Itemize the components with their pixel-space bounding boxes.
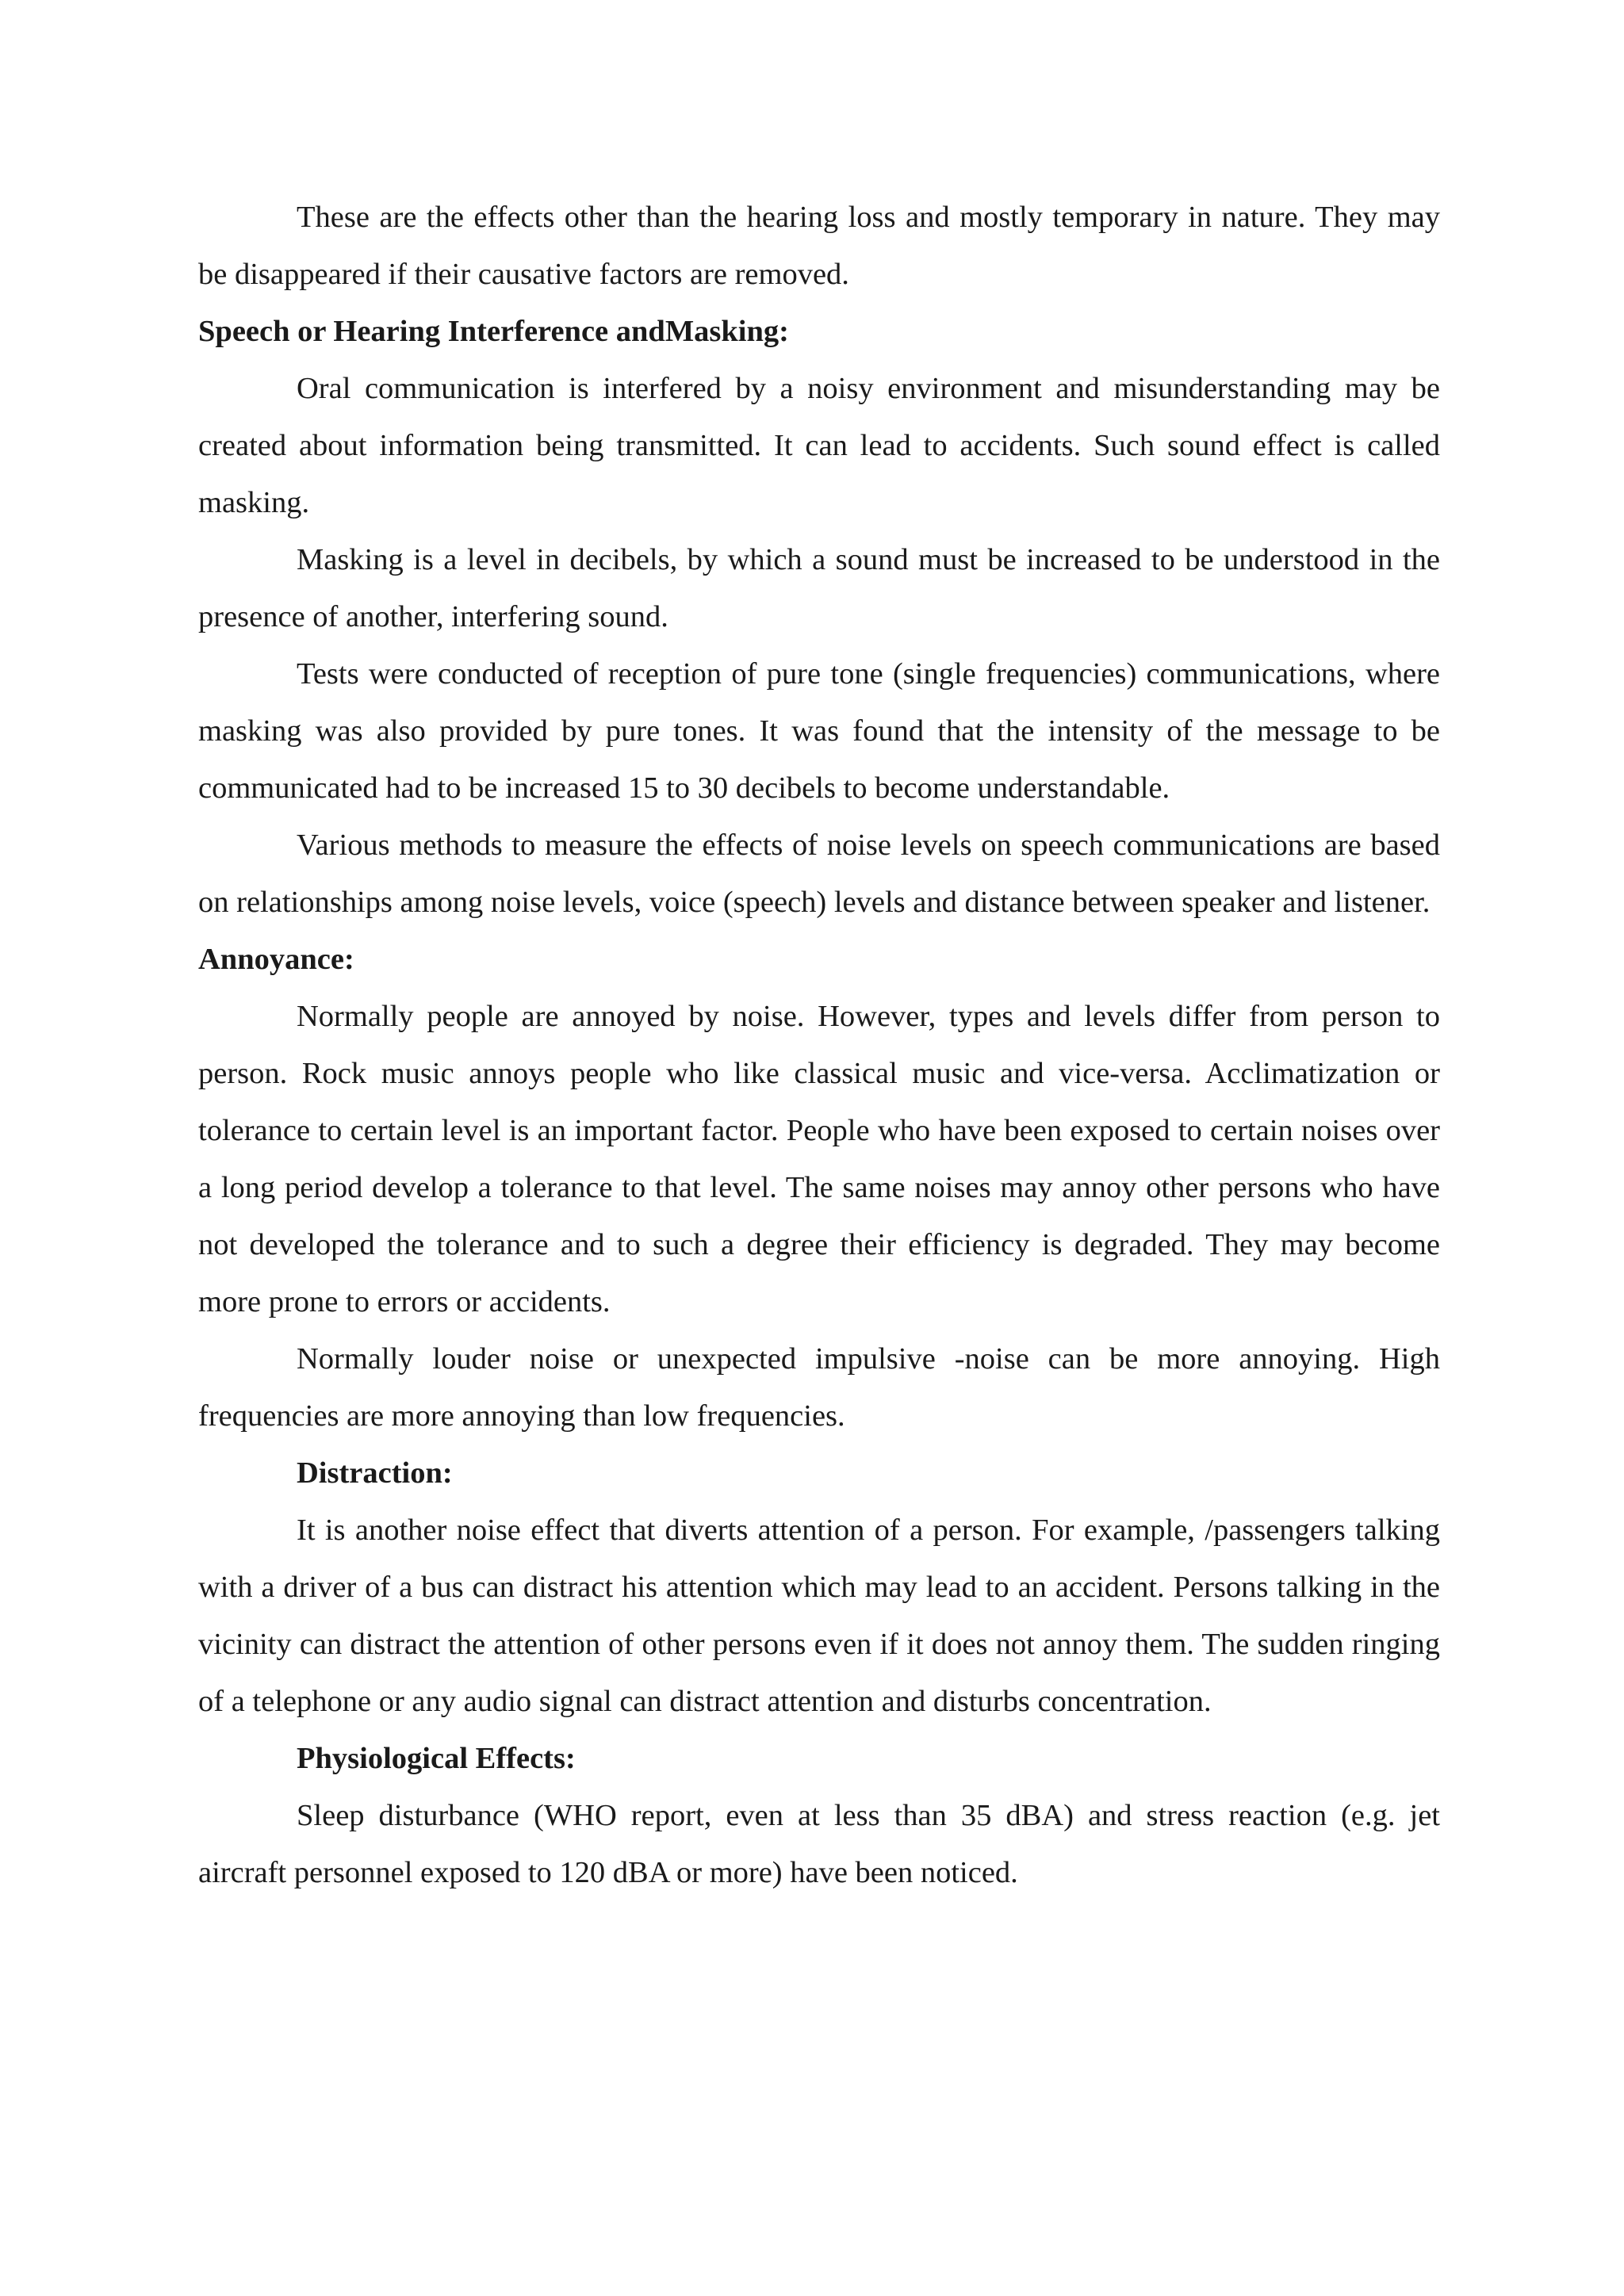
paragraph-masking-definition: Masking is a level in decibels, by which a sound must be increased to be understood in the presence of another, interfering sound. [198, 543, 1440, 633]
paragraph-physiological-effects: Sleep disturbance (WHO report, even at less than 35 dBA) and stress reaction (e.g. jet aircraft personnel exposed to 120 dBA or more) have been noticed. [198, 1799, 1440, 1889]
section-heading-physiological-effects: Physiological Effects: [297, 1742, 576, 1775]
paragraph-measurement-methods: Various methods to measure the effects of noise levels on speech communications are based on relationships among noise levels, voice (speech) levels and distance between speaker and listener. [198, 828, 1440, 919]
section-heading-speech-interference: Speech or Hearing Interference andMasking: [198, 315, 789, 348]
section-heading-distraction: Distraction: [297, 1456, 453, 1490]
paragraph-oral-communication: Oral communication is interfered by a noisy environment and misunderstanding may be created about information being transmitted. It can lead to accidents. Such sound effect is called masking. [198, 372, 1440, 519]
section-heading-annoyance: Annoyance: [198, 943, 354, 976]
paragraph-annoyance: Normally people are annoyed by noise. However, types and levels differ from person to person. Rock music annoys people who like classical music and vice-versa. Acclimatization or tolerance to certain level is an important factor. People who have been exposed to certain noises over a long period develop a tolerance to that level. The same noises may annoy other persons who have not developed the tolerance and to such a degree their efficiency is degraded. They may become more prone to errors or accidents. [198, 1000, 1440, 1318]
intro-paragraph: These are the effects other than the hearing loss and mostly temporary in nature. They may be disappeared if their causative factors are removed. [198, 201, 1440, 291]
document-body [198, 189, 1440, 1901]
paragraph-distraction: It is another noise effect that diverts attention of a person. For example, /passengers talking with a driver of a bus can distract his attention which may lead to an accident. Persons talking in the vicinity can distract the attention of other persons even if it does not annoy them. The sudden ringing of a telephone or any audio signal can distract attention and disturbs concentration. [198, 1513, 1440, 1718]
paragraph-louder-noise: Normally louder noise or unexpected impulsive -noise can be more annoying. High frequencies are more annoying than low frequencies. [198, 1342, 1440, 1433]
paragraph-pure-tone-tests: Tests were conducted of reception of pure tone (single frequencies) communications, where masking was also provided by pure tones. It was found that the intensity of the message to be communicated had to be increased 15 to 30 decibels to become understandable. [198, 657, 1440, 805]
